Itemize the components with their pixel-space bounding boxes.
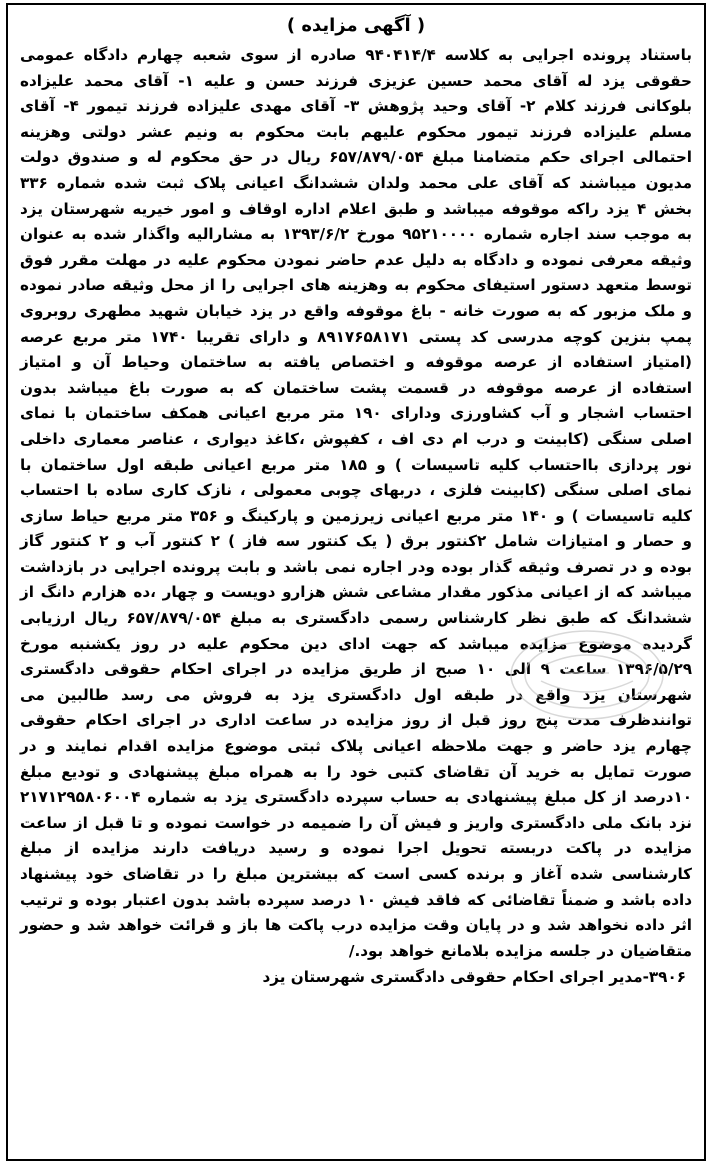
notice-signature: ۳۹۰۶-مدیر اجرای احکام حقوقی دادگستری شهرستان یزد: [262, 968, 686, 987]
notice-title: ( آگهی مزایده ): [286, 15, 426, 36]
auction-notice-box: [6, 3, 706, 1161]
notice-body: باستناد پرونده اجرایی به کلاسه ۹۴۰۴۱۴/۴ صادره از سوی شعبه چهارم دادگاه عمومی حقوقی یزد له آقای محمد حسین عزیزی فرزند حسن و علیه ۱- آقای محمد علیزاده بلوکانی فرزند کلام ۲- آقای وحید پژوهش ۳- آقای مهدی علیزاده فرزند تیمور ۴- آقای مسلم علیزاده فرزند تیمور محکوم علیهم بابت محکوم به ونیم عشر دولتی وهزینه احتمالی اجرای حکم متضامنا مبلغ ۶۵۷/۸۷۹/۰۵۴ ریال در حق محکوم له و صندوق دولت مدیون میباشند که آقای علی محمد ولدان ششدانگ اعیانی پلاک ثبت شده شماره ۳۳۶ بخش ۴ یزد راکه موقوفه میباشد و طبق اعلام اداره اوقاف و امور خیریه شهرستان یزد به موجب سند اجاره شماره ۹۵۲۱۰۰۰۰ مورخ ۱۳۹۳/۶/۲ به مشارالیه واگذار شده به عنوان وثیقه معرفی نموده و دادگاه به دلیل عدم حاضر نمودن محکوم علیه در مهلت مقرر فوق توسط متعهد دستور استیفای محکوم به وهزینه های اجرایی را از محل وثیقه صادر نموده و ملک مزبور که به صورت خانه - باغ موقوفه واقع در یزد خیابان شهید مطهری روبروی پمپ بنزین کوچه مدرسی کد پستی ۸۹۱۷۶۵۸۱۷۱ و دارای تقریبا ۱۷۴۰ متر مربع عرصه (امتیاز استفاده از عرصه موقوفه و اختصاص یافته به ساختمان وحیاط آن و امتیاز استفاده از عرصه موقوفه در قسمت پشت ساختمان که به صورت باغ میباشد بدون احتساب اشجار و آب کشاورزی ودارای ۱۹۰ متر مربع اعیانی همکف ساختمان با نمای اصلی سنگی (کابینت و درب ام دی اف ، کفپوش ،کاغذ دیواری ، عناصر معماری داخلی نور پردازی بااحتساب کلیه تاسیسات ) و ۱۸۵ متر مربع اعیانی طبقه اول ساختمان با نمای اصلی سنگی (کابینت فلزی ، دربهای چوبی معمولی ، نازک کاری ساده با احتساب کلیه تاسیسات ) و ۱۴۰ متر مربع اعیانی زیرزمین و پارکینگ و ۳۵۶ متر مربع حیاط سازی و حصار و امتیازات شامل ۲کنتور برق ( یک کنتور سه فاز ) ۲ کنتور آب و ۲ کنتور گاز بوده و در تصرف وثیقه گذار بوده ودر اجاره نمی باشد و بابت پرونده اجرایی در بازداشت میباشد که از اعیانی مذکور مقدار مشاعی شش هزارو دویست و چهار ،ده هزارم دانگ از ششدانگ که طبق نظر کارشناس رسمی دادگستری به مبلغ ۶۵۷/۸۷۹/۰۵۴ ریال ارزیابی گردیده موضوع مزایده میباشد که جهت ادای دین محکوم علیه در روز یکشنبه مورخ ۱۳۹۶/۵/۲۹ ساعت ۹ الی ۱۰ صبح از طریق مزایده در اجرای احکام حقوقی دادگستری شهرستان یزد واقع در طبقه اول دادگستری یزد به فروش می رسد طالبین می توانندظرف مدت پنج روز قبل از روز مزایده در ساعت اداری در اجرای احکام حقوقی چهارم یزد حاضر و جهت ملاحظه اعیانی پلاک ثبتی موضوع مزایده اقدام نمایند و در صورت تمایل به خرید آن تقاضای کتبی خود را به همراه مبلغ پیشنهادی و تودیع مبلغ ۱۰درصد از کل مبلغ پیشنهادی به حساب سپرده دادگستری یزد به شماره ۲۱۷۱۲۹۵۸۰۶۰۰۴ نزد بانک ملی دادگستری واریز و فیش آن را ضمیمه در خواست نموده و تا قبل از ساعت مزایده در پاکت دربسته تحویل اجرا نموده و رسید دریافت دارند مزایده از مبلغ کارشناسی شده آغاز و برنده کسی است که بیشترین مبلغ را در تقاضای خود پیشنهاد داده باشد و ضمناً تقاضائی که فاقد فیش ۱۰ درصد سپرده باشد بدون اعتبار بوده و ترتیب اثر داده نخواهد شد و در پایان وقت مزایده درب پاکت ها باز و قرائت خواهد شد و حضور متقاضیان در جلسه مزایده بلامانع خواهد بود./: [20, 46, 693, 960]
